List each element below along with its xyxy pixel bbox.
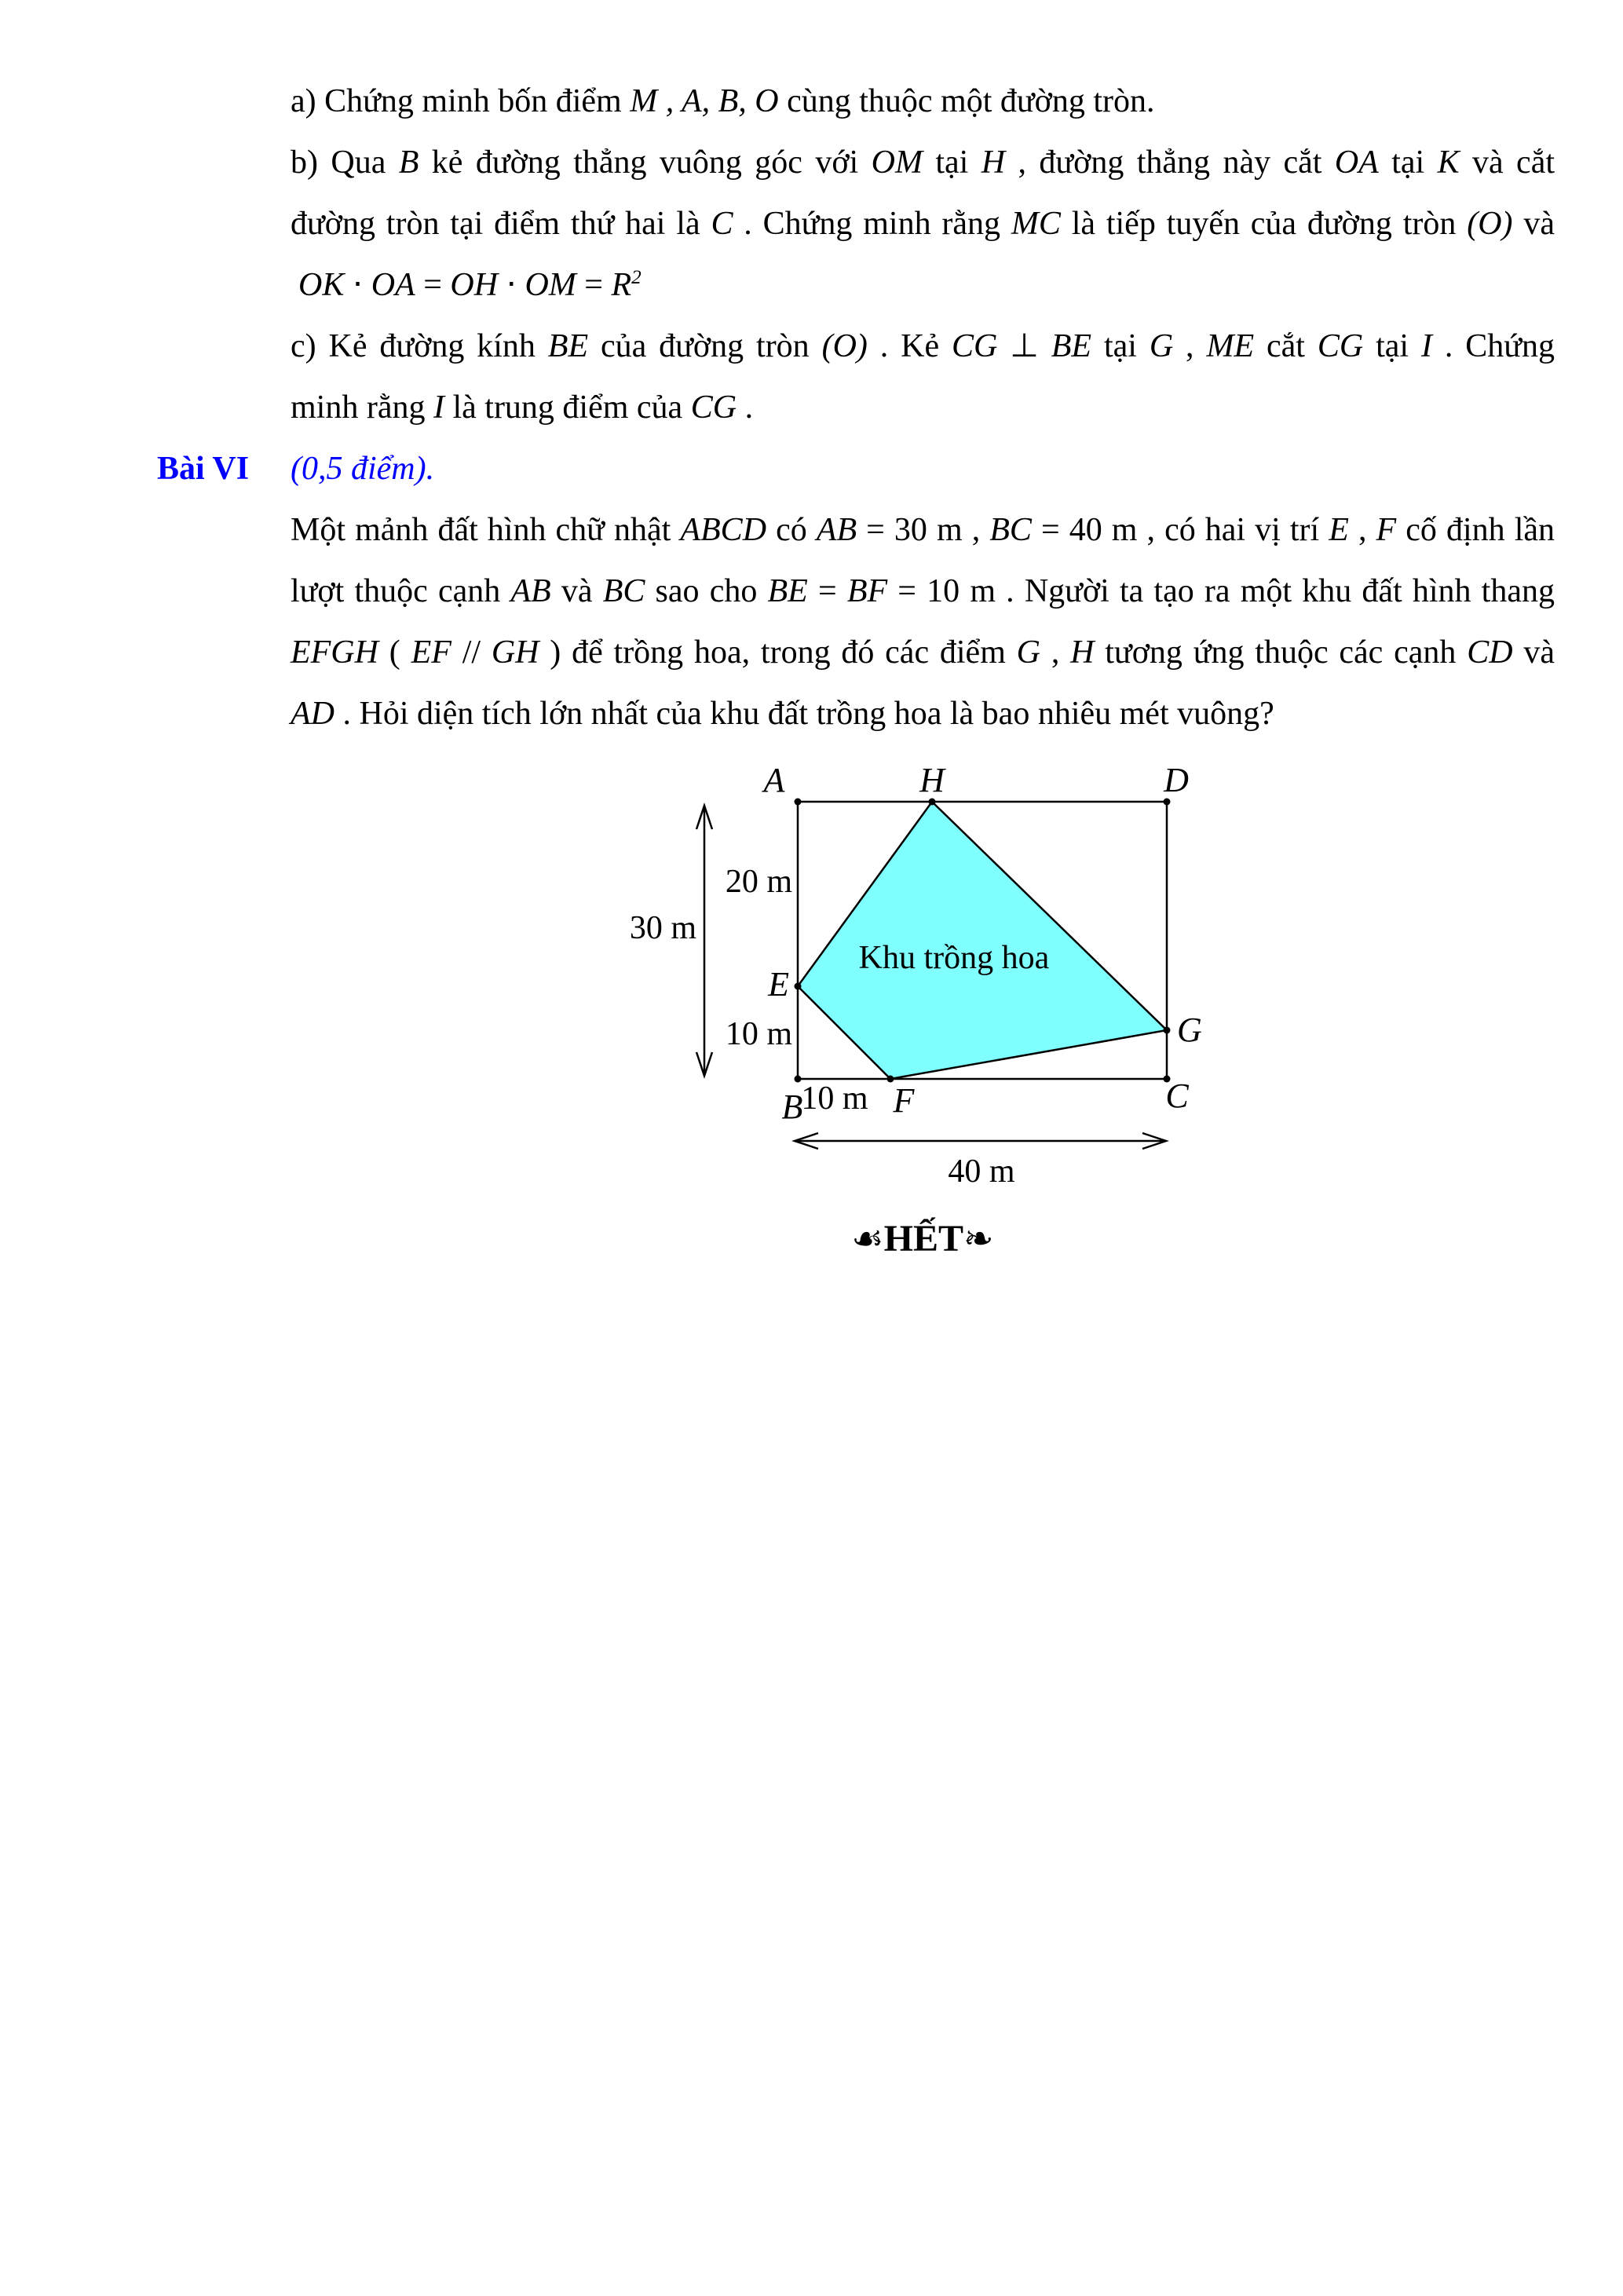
label-20m: 20 m — [725, 864, 792, 900]
land-figure — [624, 738, 1237, 1194]
item-b-line2: đường tròn tại điểm thứ hai là C . Chứng minh rằng MC là tiếp tuyến của đường tròn (O) và — [291, 206, 1555, 242]
label-point-d: D — [1164, 761, 1189, 799]
formula-line: OK ⋅ OA = OH ⋅ OM = $R^2$ — [298, 267, 642, 303]
heading-points: (0,5 điểm). — [291, 451, 435, 487]
label-point-a: A — [763, 761, 785, 799]
flower-area-caption: Khu trồng hoa — [858, 940, 1050, 976]
vertical-dimension-arrow — [696, 806, 712, 1076]
label-10m-left: 10 m — [725, 1016, 792, 1052]
label-point-h: H — [919, 761, 945, 799]
label-10m-bottom: 10 m — [801, 1080, 868, 1117]
label-point-e: E — [768, 965, 789, 1004]
item-b-line1: b) Qua B kẻ đường thẳng vuông góc với OM tại H , đường thẳng này cắt OA tại K và cắt — [291, 144, 1555, 181]
right-floral-ornament-icon: ❧ — [963, 1217, 994, 1260]
para-line2: lượt thuộc cạnh AB và BC sao cho BE = BF = 10 m . Người ta tạo ra một khu đất hình thang — [291, 573, 1555, 609]
item-a: a) Chứng minh bốn điểm M , A, B, O cùng thuộc một đường tròn. — [291, 83, 1155, 119]
para-line1: Một mảnh đất hình chữ nhật ABCD có AB = 30 m , BC = 40 m , có hai vị trí E , F cố định lần — [291, 512, 1555, 548]
item-c-line2: minh rằng I là trung điểm của CG . — [291, 389, 754, 426]
label-point-c: C — [1165, 1077, 1189, 1115]
label-point-b: B — [781, 1088, 803, 1126]
label-point-f: F — [893, 1081, 915, 1120]
label-30m: 30 m — [629, 910, 696, 946]
item-c-line1: c) Kẻ đường kính BE của đường tròn (O) . Kẻ CG ⊥ BE tại G , ME cắt CG tại I . Chứng — [291, 328, 1555, 364]
text-column — [157, 71, 1555, 744]
end-marker-text: HẾT — [883, 1218, 964, 1260]
para-line3: EFGH ( EF // GH ) để trồng hoa, trong đó các điểm G , H tương ứng thuộc các cạnh CD và — [291, 634, 1555, 671]
point-dot-e — [795, 983, 802, 990]
point-dot-a — [795, 799, 802, 806]
heading-bai-vi — [157, 438, 1555, 499]
end-marker — [291, 1217, 1555, 1260]
horizontal-dimension-arrow — [795, 1133, 1166, 1149]
label-40m: 40 m — [948, 1153, 1015, 1190]
point-dot-b — [795, 1076, 802, 1083]
point-dot-g — [1164, 1027, 1171, 1034]
para-line4: AD . Hỏi diện tích lớn nhất của khu đất trồng hoa là bao nhiêu mét vuông? — [291, 696, 1274, 732]
left-floral-ornament-icon: ☙ — [851, 1217, 884, 1260]
heading-label: Bài VI — [157, 451, 250, 487]
label-point-g: G — [1177, 1011, 1202, 1049]
